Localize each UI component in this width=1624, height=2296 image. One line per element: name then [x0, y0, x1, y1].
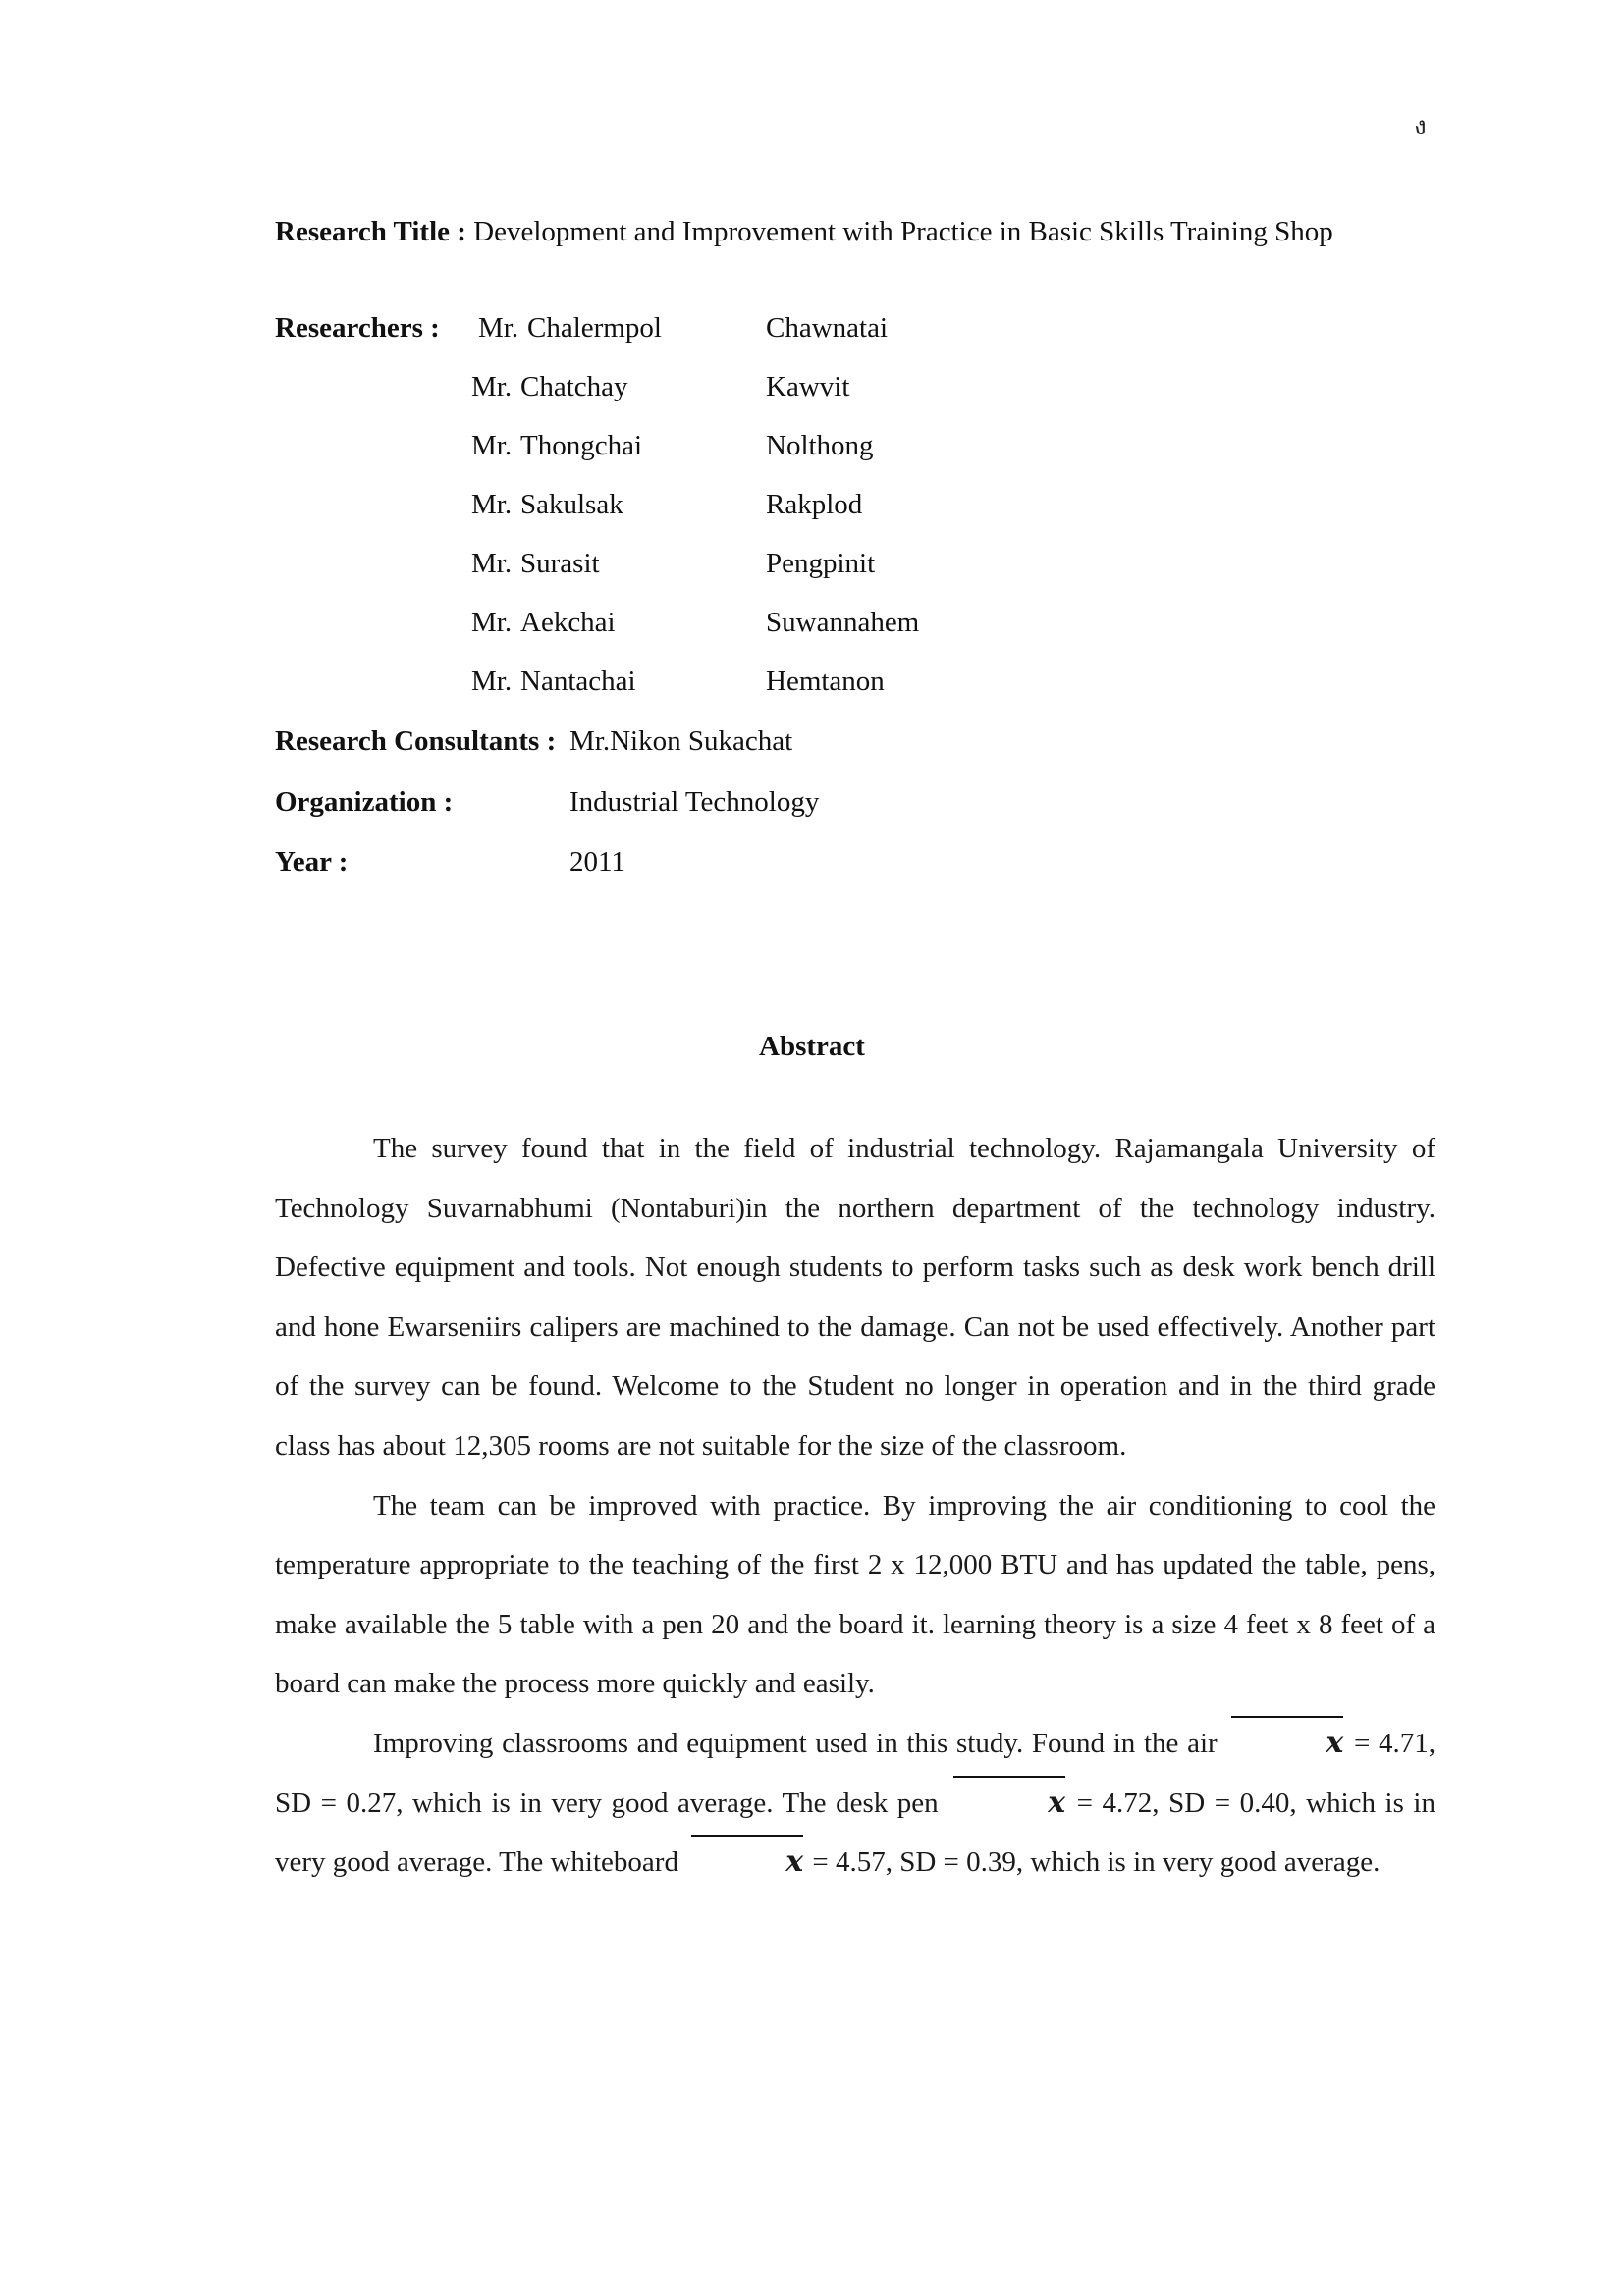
results-text-2: = 4.71, SD = 0.27, which is in very good average. The desk pen [275, 1727, 1435, 1819]
consultants-value: Mr.Nikon Sukachat [569, 725, 793, 757]
results-text-1: Improving classrooms and equipment used in this study. Found in the air [373, 1727, 1226, 1759]
researcher-row [471, 487, 862, 522]
researcher-first-name: Sakulsak [520, 489, 623, 520]
researcher-row [471, 664, 885, 699]
consultants-label: Research Consultants : [275, 725, 557, 757]
researcher-row [471, 428, 874, 463]
research-title-value: Development and Improvement with Practice in Basic Skills Training Shop [473, 216, 1333, 247]
researcher-first-name: Surasit [520, 548, 600, 579]
researcher-row [478, 310, 888, 346]
researcher-last-name: Pengpinit [766, 548, 876, 579]
researcher-title: Mr. [471, 489, 513, 520]
researcher-last-name: Suwannahem [766, 607, 920, 638]
researcher-title: Mr. [471, 607, 513, 638]
results-text-3: = 4.72, SD = 0.40, which is in very good average. The whiteboard [275, 1787, 1435, 1879]
researcher-title: Mr. [471, 371, 513, 402]
abstract-paragraph-2: The team can be improved with practice. By improving the air conditioning to cool the temperature appropriate to the teaching of the first 2 x 12,000 BTU and has updated the table, pens, make available the 5 table with a pen 20 and the board it. learning theory is a size 4 feet x 8 feet of a board can make the process more quickly and easily. [275, 1489, 1435, 1700]
researcher-row [471, 546, 875, 581]
results-text-4: = 4.57, SD = 0.39, which is in very good average. [805, 1846, 1380, 1879]
mean-symbol: x [685, 1833, 805, 1893]
mean-symbol: x [947, 1774, 1067, 1834]
researcher-title: Mr. [471, 666, 513, 697]
researcher-first-name: Chalermpol [527, 312, 662, 344]
researcher-last-name: Kawvit [766, 371, 850, 402]
abstract-body [275, 1119, 1435, 1893]
page-number: ง [1414, 112, 1427, 140]
year-value: 2011 [569, 846, 625, 878]
abstract-paragraph-3 [275, 1714, 1435, 1893]
researcher-first-name: Aekchai [520, 607, 616, 638]
researcher-first-name: Nantachai [520, 666, 636, 697]
research-title-line [275, 214, 1333, 249]
year-label: Year : [275, 846, 349, 878]
researcher-first-name: Thongchai [520, 430, 643, 461]
researchers-label: Researchers : [275, 312, 440, 344]
researcher-row [471, 369, 849, 404]
researcher-last-name: Nolthong [766, 430, 874, 461]
mean-symbol: x [1225, 1714, 1345, 1774]
researcher-first-name: Chatchay [520, 371, 628, 402]
researcher-last-name: Rakplod [766, 489, 863, 520]
abstract-heading: Abstract [759, 1031, 865, 1062]
researcher-last-name: Chawnatai [766, 312, 889, 344]
researcher-title: Mr. [471, 430, 513, 461]
organization-value: Industrial Technology [569, 786, 820, 818]
researcher-title: Mr. [478, 312, 519, 344]
researcher-row [471, 605, 919, 640]
researcher-title: Mr. [471, 548, 513, 579]
abstract-paragraph-1: The survey found that in the field of industrial technology. Rajamangala University of Technology Suvarnabhumi (Nontaburi)in the northern department of the technology industry. Defective equipment and tools. Not enough students to perform tasks such as desk work bench drill and hone Ewarseniirs calipers are machined to the damage. Can not be used effectively. Another part of the survey can be found. Welcome to the Student no longer in operation and in the third grade class has about 12,305 rooms are not suitable for the size of the classroom. [275, 1133, 1435, 1462]
organization-label: Organization : [275, 786, 454, 818]
researcher-last-name: Hemtanon [766, 666, 885, 697]
research-title-label: Research Title : [275, 216, 466, 247]
